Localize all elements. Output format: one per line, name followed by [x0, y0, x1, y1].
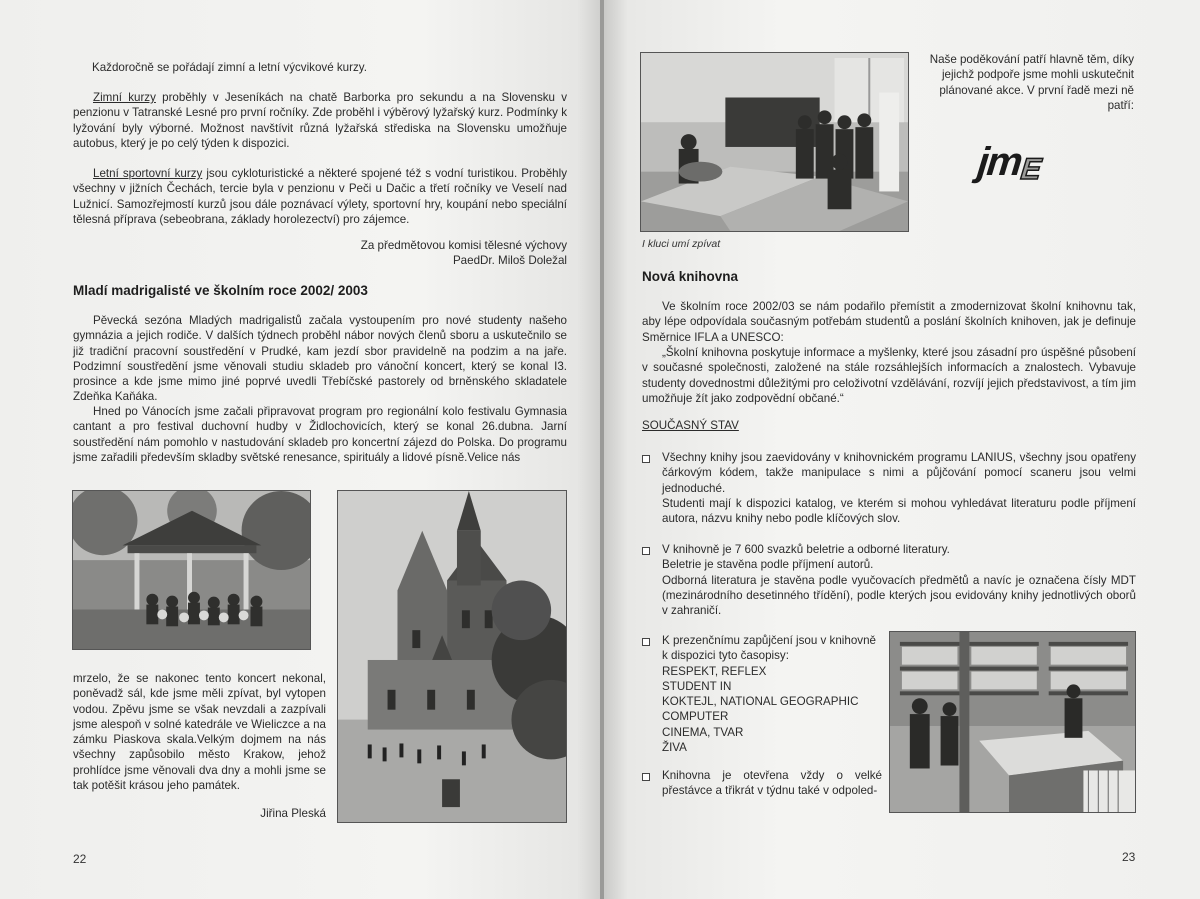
magazine-item: RESPEKT, REFLEX	[662, 664, 767, 678]
left-para-2-lead: Zimní kurzy	[93, 91, 156, 104]
signature-1-line-2: PaedDr. Miloš Doležal	[452, 254, 567, 268]
page-number-left: 22	[73, 852, 87, 866]
jme-logo-text: jm	[975, 140, 1024, 184]
left-para-6: mrzelo, že se nakonec tento koncert nekonal, poněvadž sál, kde jsme měli zpívat, byl vytopen vodou. Zpěvu jsme se však nevzdali a zazpívali jsme alespoň v solné katedrále ve Wieliczce a na zámku Piaskova skala.Velkým dojmem na nás všechny zapůsobilo město Krakow, jehož prohlídce jsme věnovali dva dny a mohli jsme se tak potěšit krásou jeho památek.	[73, 672, 326, 793]
bullet-3-intro: K prezenčnímu zapůjčení jsou v knihovně k dispozici tyto časopisy:	[662, 634, 876, 663]
bullet-box-2	[642, 547, 650, 555]
photo-caption: I kluci umí zpívat	[642, 238, 721, 250]
bullet-1b-text: Studenti mají k dispozici katalog, ve kterém si mohou vyhledávat literaturu podle příjmení autora, názvu knihy nebo podle klíčových slov.	[662, 496, 1136, 526]
magazine-item: KOKTEJL, NATIONAL GEOGRAPHIC	[662, 695, 859, 709]
jme-logo-sub: E	[1019, 153, 1043, 186]
bullet-box-3	[642, 638, 650, 646]
page-number-right: 23	[1122, 850, 1136, 864]
photo-library	[889, 631, 1136, 813]
left-para-2-text: proběhly v Jeseníkách na chatě Barborka pro sekundu a na Slovensku v penzionu v Tatranské Lesné pro první ročníky. Zde proběhl i výběrový lyžařský kurz. Podmínky k lyžování byly výborné. Možnost navštívit různá lyžařská střediska na Slovensku umožňuje autobus, který je po celý týden k dispozici.	[73, 91, 567, 150]
bullet-2c-text: Odborná literatura je stavěna podle vyučovacích předmětů a navíc je označena čísly MDT (mezinárodního desetinného třídění), podle kterých jsou evidovány knihy jednotlivých oborů v zahraničí.	[662, 573, 1136, 618]
jme-logo	[975, 140, 1088, 186]
left-para-4: Pěvecká sezóna Mladých madrigalistů začala vystoupením pro nové studenty našeho gymnázia a jejich rodiče. V dalších týdnech proběhl nábor nových členů sboru a uskutečnilo se již tradiční pracovní soustředění v Prudké, kam jezdí sbor pravidelně na podzim a na jaře. Podzimní soustředění jsme věnovali studiu skladeb pro vánoční koncert, který se konal I3. prosince a kde jsme mimo jiné poprvé uvedli Třebíčské pastorely od brněnského skladatele Zdeňka Kaňáka.	[73, 314, 567, 404]
section-current-state: SOUČASNÝ STAV	[642, 419, 739, 432]
photo-boys-singing	[640, 52, 909, 232]
left-para-3	[73, 166, 567, 227]
bullet-box-1	[642, 455, 650, 463]
bullet-1	[662, 450, 1136, 526]
magazine-item: STUDENT IN	[662, 679, 732, 693]
left-para-3-text: jsou cykloturistické a některé spojené též s vodní turistikou. Proběhly všechny v jižních Čechách, tercie byla v penzionu v Peči u Dačic a třetí ročníky ve Veselí nad Lužnicí. Samozřejmostí kurzů jsou dále poznávací výlety, sportovní hry, koupání nebo speciální tělesná příprava (sebeobrana, základy horolezectví) pro zájemce.	[73, 167, 567, 226]
signature-1-line-1: Za předmětovou komisi tělesné výchovy	[360, 239, 567, 252]
left-para-2	[73, 90, 567, 151]
left-para-1: Každoročně se pořádají zimní a letní výcvikové kurzy.	[92, 61, 367, 74]
magazine-item: ŽIVA	[662, 741, 687, 755]
bullet-4: Knihovna je otevřena vždy o velké přestávce a třikrát v týdnu také v odpoled-	[662, 769, 882, 798]
bullet-1-text: Všechny knihy jsou zaevidovány v knihovnickém programu LANIUS, všechny jsou opatřeny čárkovým kódem, takže manipulace s nimi a půjčování pomocí scaneru jsou velmi jednoduché.	[662, 451, 1136, 495]
right-para-1: Ve školním roce 2002/03 se nám podařilo přemístit a zmodernizovat školní knihovnu tak, aby lépe odpovídala současným potřebám studentů a poslání školních knihoven, jak je definuje Směrnice IFLA a UNESCO:	[642, 300, 1136, 344]
left-signature-2: Jiřina Pleská	[260, 807, 326, 820]
left-heading: Mladí madrigalisté ve školním roce 2002/ 2003	[73, 283, 368, 298]
left-signature-1	[250, 238, 567, 269]
magazine-item: COMPUTER	[662, 710, 729, 724]
bullet-2b-text: Beletrie je stavěna podle příjmení autorů.	[662, 558, 874, 572]
bullet-2	[662, 542, 1136, 618]
photo-gazebo-group	[72, 490, 311, 650]
right-page	[604, 0, 1200, 899]
bullet-3	[662, 633, 882, 755]
photo-castle	[337, 490, 567, 823]
magazine-item: CINEMA, TVAR	[662, 725, 744, 739]
right-heading: Nová knihovna	[642, 269, 739, 284]
bullet-2-text: V knihovně je 7 600 svazků beletrie a odborné literatury.	[662, 543, 950, 556]
bullet-box-4	[642, 773, 650, 781]
left-para-5: Hned po Vánocích jsme začali připravovat program pro regionální kolo festivalu Gymnasia cantant a pro festival duchovní hudby v Židlochovicích, který se konal 26.dubna. Jarní soustředění nám pomohlo v nastudování skladeb pro koncertní zájezd do Polska. Do programu jsme zařadili především skladby světské renesance, spirituály a lidové písně.Velice nás	[73, 405, 567, 464]
ifla-quote: „Školní knihovna poskytuje informace a myšlenky, které jsou zásadní pro úspěšné působení v současné společnosti, založené na stále rozsáhlejších informacích a znalostech. Vybavuje studenty dovednostmi důležitými pro celoživotní vzdělávání, rozvíjí jejich představivost, a tím jim umožňuje žít jako zodpovědní občané.“	[642, 346, 1136, 405]
left-para-3-lead: Letní sportovní kurzy	[93, 167, 203, 180]
thanks-text: Naše poděkování patří hlavně těm, díky jejichž podpoře jsme mohli uskutečnit plánované akce. V první řadě mezi ně patří:	[929, 53, 1134, 112]
